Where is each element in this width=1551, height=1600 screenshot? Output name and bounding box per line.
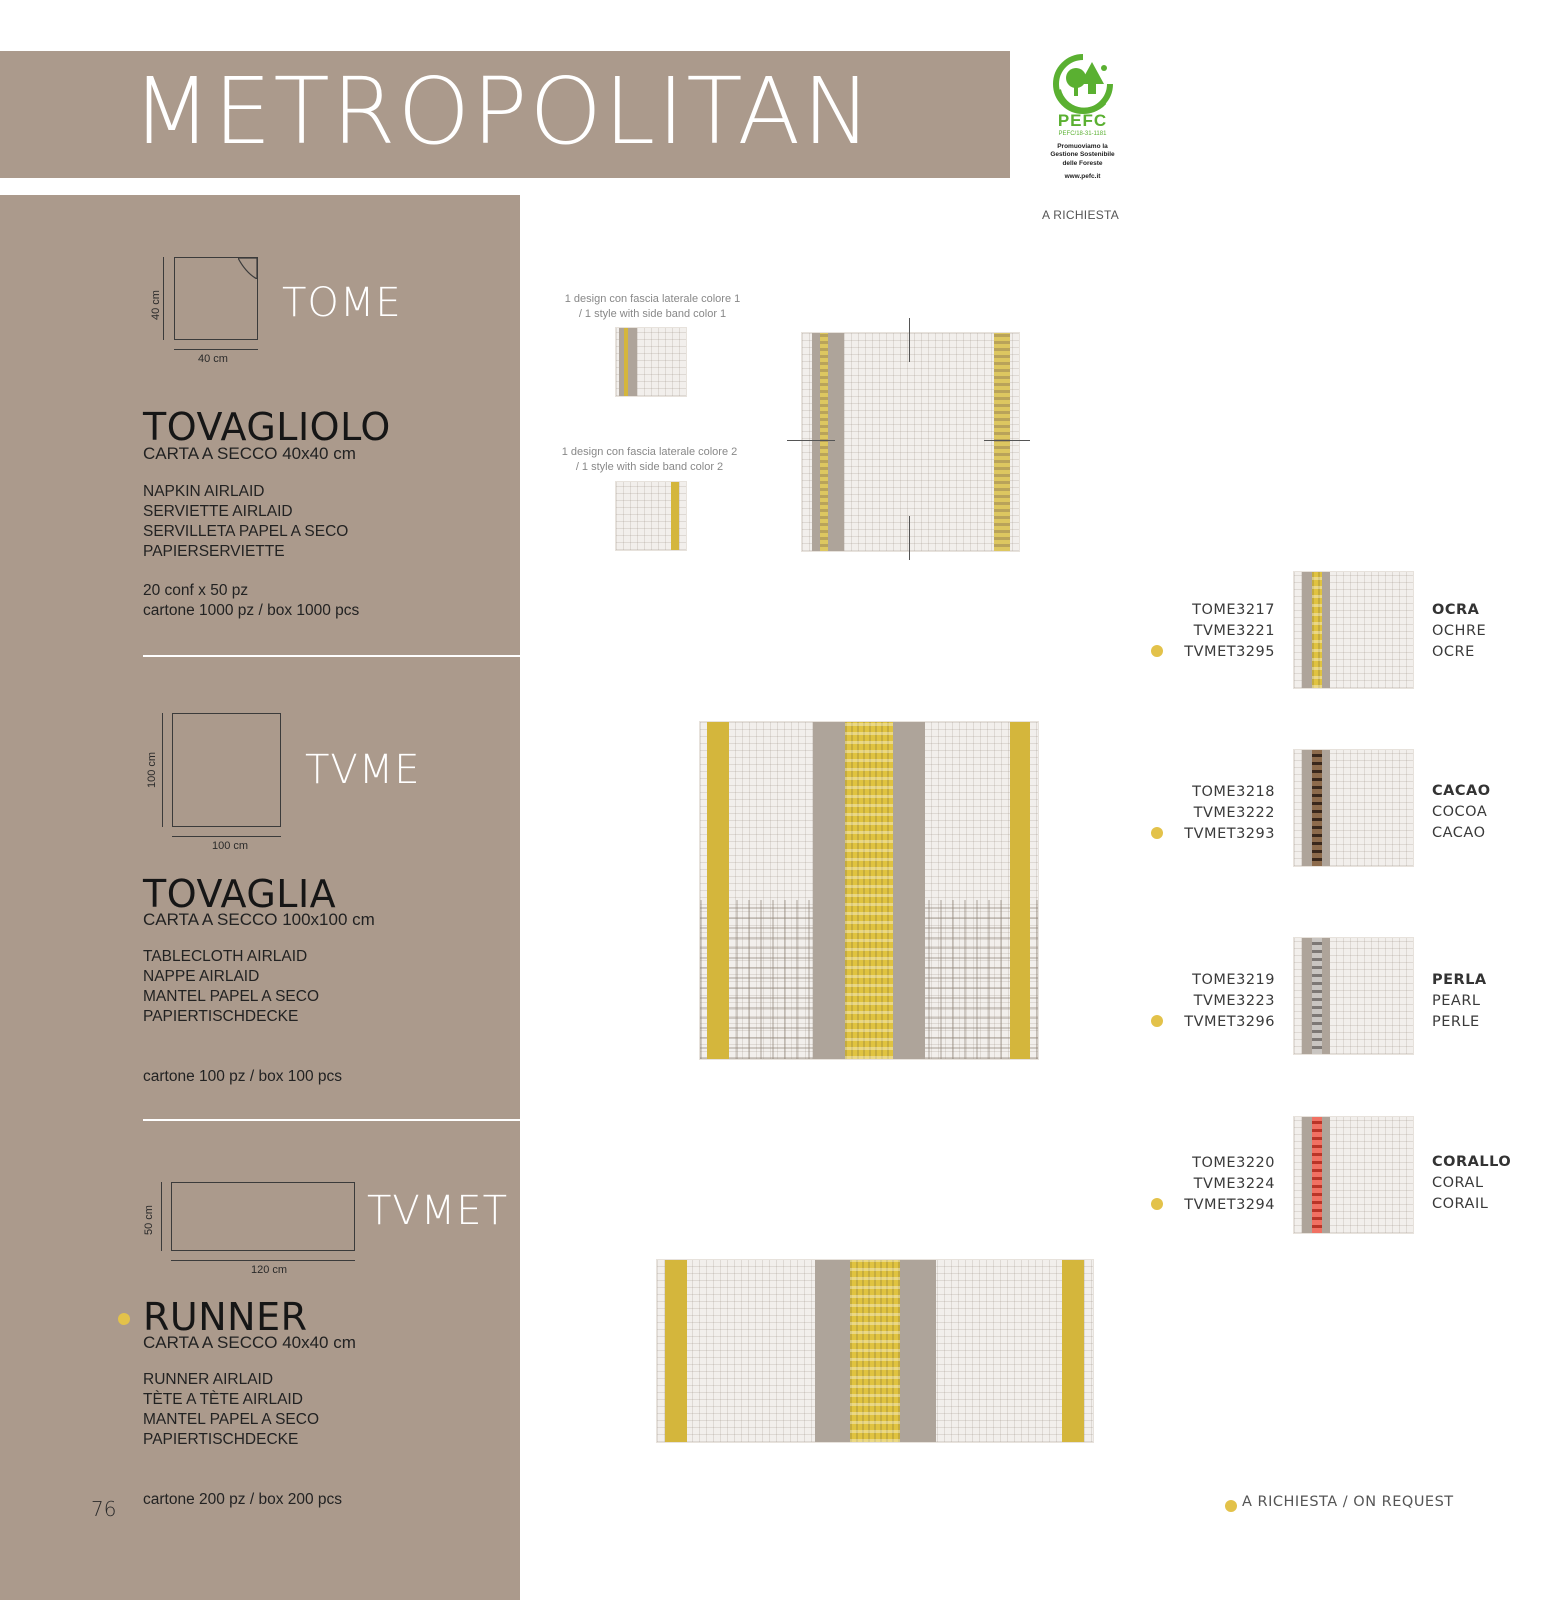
napkin-design1-thumbnail [616, 328, 686, 396]
tablecloth-pattern [700, 722, 1038, 1059]
product-translations: TABLECLOTH AIRLAID NAPPE AIRLAID MANTEL PAPEL A SECO PAPIERTISCHDECKE [143, 948, 320, 1025]
swatch-cacao [1294, 750, 1413, 866]
pefc-slogan: Promuoviamo la Gestione Sostenibile delle Foreste [1050, 143, 1115, 167]
variant-codes: TOME3219 TVME3223 TVMET3296 [1184, 972, 1275, 1030]
product-code: TVMET [367, 1188, 509, 1234]
pefc-code: PEFC/18-31-1181 [1058, 131, 1107, 137]
variant-codes: TOME3218 TVME3222 TVMET3293 [1184, 784, 1275, 842]
pefc-wordmark: PEFC [1057, 111, 1108, 130]
folded-corner-icon [238, 257, 258, 279]
product-subtitle: CARTA A SECCO 100x100 cm [143, 910, 375, 929]
height-label: 100 cm [146, 751, 158, 788]
section-divider [143, 1119, 520, 1121]
variant-names: CACAO COCOA CACAO [1432, 783, 1491, 841]
crop-mark-right [984, 440, 1030, 441]
pefc-request-note: A RICHIESTA [1042, 208, 1120, 222]
product-packaging: 20 conf x 50 pz cartone 1000 pz / box 1000 pcs [143, 582, 360, 619]
on-request-dot [1225, 1500, 1237, 1512]
variant-codes: TOME3220 TVME3224 TVMET3294 [1184, 1155, 1275, 1213]
variant-codes: TOME3217 TVME3221 TVMET3295 [1184, 602, 1275, 660]
width-label: 100 cm [212, 840, 249, 852]
pefc-logo [1045, 54, 1120, 199]
width-dimension-line [174, 349, 258, 350]
height-label: 40 cm [150, 290, 162, 320]
swatch-perla [1294, 938, 1413, 1054]
product-translations: RUNNER AIRLAID TÈTE A TÈTE AIRLAID MANTEL PAPEL A SECO PAPIERTISCHDECKE [143, 1371, 320, 1448]
product-title: TOVAGLIOLO [143, 405, 391, 449]
variant-names: CORALLO CORAL CORAIL [1432, 1154, 1512, 1212]
crop-mark-left [787, 440, 835, 441]
runner-size-diagram [171, 1182, 355, 1251]
design1-caption: 1 design con fascia laterale colore 1 / 1 style with side band color 1 [564, 293, 741, 320]
product-packaging: cartone 100 pz / box 100 pcs [143, 1068, 343, 1085]
product-code: TOME [282, 280, 402, 326]
product-packaging: cartone 200 pz / box 200 pcs [143, 1491, 343, 1508]
crop-mark-bottom [909, 516, 910, 560]
product-translations: NAPKIN AIRLAID SERVIETTE AIRLAID SERVILLETA PAPEL A SECO PAPIERSERVIETTE [143, 483, 349, 560]
napkin-design2-thumbnail [616, 482, 686, 550]
height-dimension-line [162, 713, 163, 827]
page-number: 76 [91, 1497, 117, 1521]
width-dimension-line [172, 836, 281, 837]
width-dimension-line [171, 1260, 355, 1261]
left-panel [0, 195, 520, 1600]
product-subtitle: CARTA A SECCO 40x40 cm [143, 444, 356, 463]
napkin-pattern-large [802, 333, 1019, 551]
runner-pattern [657, 1260, 1093, 1442]
design2-caption: 1 design con fascia laterale colore 2 / 1 style with side band color 2 [561, 446, 738, 473]
pefc-url: www.pefc.it [1064, 173, 1101, 181]
height-dimension-line [161, 1182, 162, 1251]
variant-names: PERLA PEARL PERLE [1432, 972, 1487, 1030]
section-divider [143, 655, 520, 657]
height-label: 50 cm [143, 1205, 155, 1235]
pefc-tree-icon [1052, 54, 1114, 114]
on-request-dot [118, 1313, 130, 1325]
swatch-ocra [1294, 572, 1413, 688]
tablecloth-size-diagram [172, 713, 281, 827]
swatch-corallo [1294, 1117, 1413, 1233]
product-title: TOVAGLIA [143, 872, 337, 916]
height-dimension-line [163, 257, 164, 340]
page-title: METROPOLITAN [132, 58, 874, 165]
on-request-note: A RICHIESTA / ON REQUEST [1242, 1494, 1454, 1510]
product-title: RUNNER [143, 1295, 308, 1339]
width-label: 40 cm [198, 353, 228, 365]
variant-names: OCRA OCHRE OCRE [1432, 602, 1487, 660]
product-subtitle: CARTA A SECCO 40x40 cm [143, 1333, 356, 1352]
product-code: TVME [305, 747, 421, 793]
crop-mark-top [909, 318, 910, 362]
napkin-size-diagram [174, 257, 258, 340]
width-label: 120 cm [251, 1264, 288, 1276]
